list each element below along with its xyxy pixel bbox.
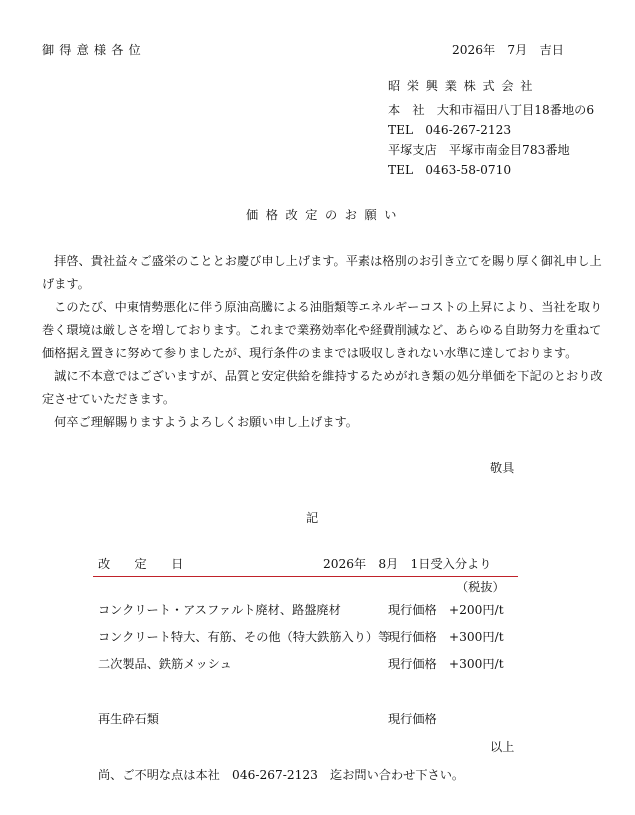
- price-item-name: コンクリート・アスファルト廃材、路盤廃材: [98, 603, 341, 617]
- recipient: 御得意様各位: [42, 43, 146, 57]
- body-paragraph-3: 誠に不本意ではございますが、品質と安定供給を維持するためがれき類の処分単価を下記のとおり改定させていただきます。: [42, 369, 603, 406]
- body-paragraph-4: 何卒ご理解賜りますようよろしくお願い申し上げます。: [42, 415, 358, 429]
- revision-date-value: 2026年 8月 1日受入分より: [323, 557, 492, 571]
- price-item-value: 現行価格 +200円/t: [388, 603, 504, 617]
- branch-tel: TEL 0463-58-0710: [388, 163, 512, 177]
- price-item-value: 現行価格: [388, 712, 437, 726]
- price-item-value: 現行価格 +300円/t: [388, 630, 504, 644]
- price-item-value: 現行価格 +300円/t: [388, 657, 504, 671]
- ki-heading: 記: [306, 511, 319, 525]
- tax-note: （税抜）: [456, 580, 505, 594]
- letter-body: [42, 250, 610, 434]
- issue-date: 2026年 7月 吉日: [452, 43, 564, 57]
- company-name: 昭栄興業株式会社: [388, 79, 540, 93]
- body-paragraph-1: 拝啓、貴社益々ご盛栄のこととお慶び申し上げます。平素は格別のお引き立てを賜り厚く御礼申し上げます。: [42, 254, 602, 291]
- branch-address: 平塚支店 平塚市南金目783番地: [388, 143, 570, 157]
- head-office-address: 本 社 大和市福田八丁目18番地の6: [388, 103, 595, 117]
- body-paragraph-2: このたび、中東情勢悪化に伴う原油高騰による油脂類等エネルギーコストの上昇により、当社を取り巻く環境は厳しさを増しております。これまで業務効率化や経費削減など、あらゆる自助努力を重ねて価格据え置きに努めて参りましたが、現行条件のままでは吸収しきれない水準に達しております。: [42, 300, 603, 360]
- price-item-name: 二次製品、鉄筋メッシュ: [98, 657, 232, 671]
- price-item-name: コンクリート特大、有筋、その他（特大鉄筋入り）等: [98, 630, 391, 644]
- head-office-tel: TEL 046-267-2123: [388, 123, 512, 137]
- contact-note: 尚、ご不明な点は本社 046-267-2123 迄お問い合わせ下さい。: [98, 768, 465, 782]
- closing-keigu: 敬具: [490, 461, 515, 475]
- revision-underline: [93, 576, 518, 577]
- closing-ijo: 以上: [490, 740, 515, 754]
- revision-date-label: 改 定 日: [98, 557, 184, 571]
- document-title: 価格改定のお願い: [246, 208, 405, 222]
- price-item-name: 再生砕石類: [98, 712, 159, 726]
